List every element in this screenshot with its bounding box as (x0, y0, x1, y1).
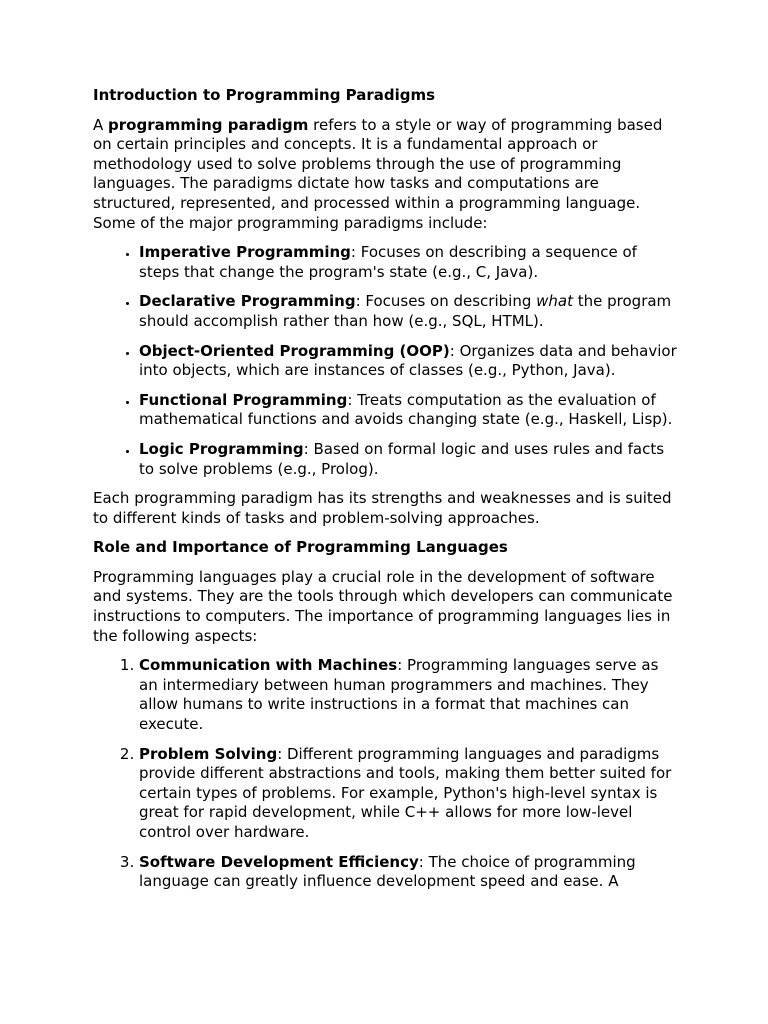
paradigm-item-declarative (139, 292, 678, 331)
intro-text-post: refers to a style or way of programming based on certain principles and concepts. It is a fundamental approach or methodology used to solve problems through the use of programming languages. The paradigms dictate how tasks and computations are structured, represented, and processed within a programming language. Some of the major programming paradigms include: (93, 115, 663, 232)
paradigm-desc: : Based on formal logic and uses rules and facts to solve problems (e.g., Prolog). (139, 439, 665, 478)
role-intro-paragraph: Programming languages play a crucial role in the development of software and systems. They are the tools through which developers can communicate instructions to computers. The importance of programming languages lies in the following aspects: (93, 567, 673, 645)
intro-term: programming paradigm (108, 115, 309, 134)
section-heading-role: Role and Importance of Programming Languages (93, 538, 508, 557)
paradigm-term: Logic Programming (139, 439, 304, 458)
section-heading-paradigms: Introduction to Programming Paradigms (93, 86, 436, 104)
paradigm-desc-emphasis: what (536, 292, 573, 311)
document-page (93, 86, 678, 902)
paradigm-term: Object-Oriented Programming (OOP) (139, 341, 450, 360)
paradigm-desc-post: the program should accomplish rather than how (e.g., SQL, HTML). (139, 292, 672, 330)
importance-item-communication (139, 656, 678, 734)
paradigm-desc: : Focuses on describing a sequence of steps that change the program's state (e.g., C, Java). (139, 243, 637, 281)
importance-desc: : Different programming languages and paradigms provide different abstractions and tools, making them better suited for certain types of problems. For example, Python's high-level syntax is great for rapid development, while C++ allows for more low-level control over hardware. (139, 744, 672, 841)
paradigm-closing-paragraph: Each programming paradigm has its strengths and weaknesses and is suited to different kinds of tasks and problem-solving approaches. (93, 489, 672, 527)
paradigm-term: Functional Programming (139, 390, 348, 409)
paradigm-desc: : Treats computation as the evaluation of mathematical functions and avoids changing state (e.g., Haskell, Lisp). (139, 390, 673, 429)
importance-desc: : Programming languages serve as an intermediary between human programmers and machines. They allow humans to write instructions in a format that machines can execute. (139, 656, 659, 734)
importance-term: Communication with Machines (139, 656, 398, 675)
paradigm-list (93, 243, 678, 479)
paradigm-item-imperative (139, 243, 678, 282)
importance-term: Problem Solving (139, 744, 278, 763)
paradigm-desc-pre: : Focuses on describing (355, 292, 537, 311)
paradigm-item-logic (139, 440, 678, 479)
importance-item-problem-solving (139, 745, 678, 843)
importance-desc: : The choice of programming language can greatly influence development speed and ease. A (139, 852, 636, 891)
paradigm-item-oop (139, 342, 678, 381)
paradigm-term: Declarative Programming (139, 292, 356, 311)
paradigm-intro-paragraph (93, 116, 678, 234)
importance-item-efficiency (139, 853, 678, 892)
paradigm-item-functional (139, 391, 678, 430)
intro-text-pre: A (93, 115, 109, 134)
importance-list (93, 656, 678, 892)
importance-term: Software Development Efficiency (139, 852, 419, 871)
paradigm-term: Imperative Programming (139, 243, 351, 262)
paradigm-desc: : Organizes data and behavior into objects, which are instances of classes (e.g., Python, Java). (139, 341, 677, 380)
